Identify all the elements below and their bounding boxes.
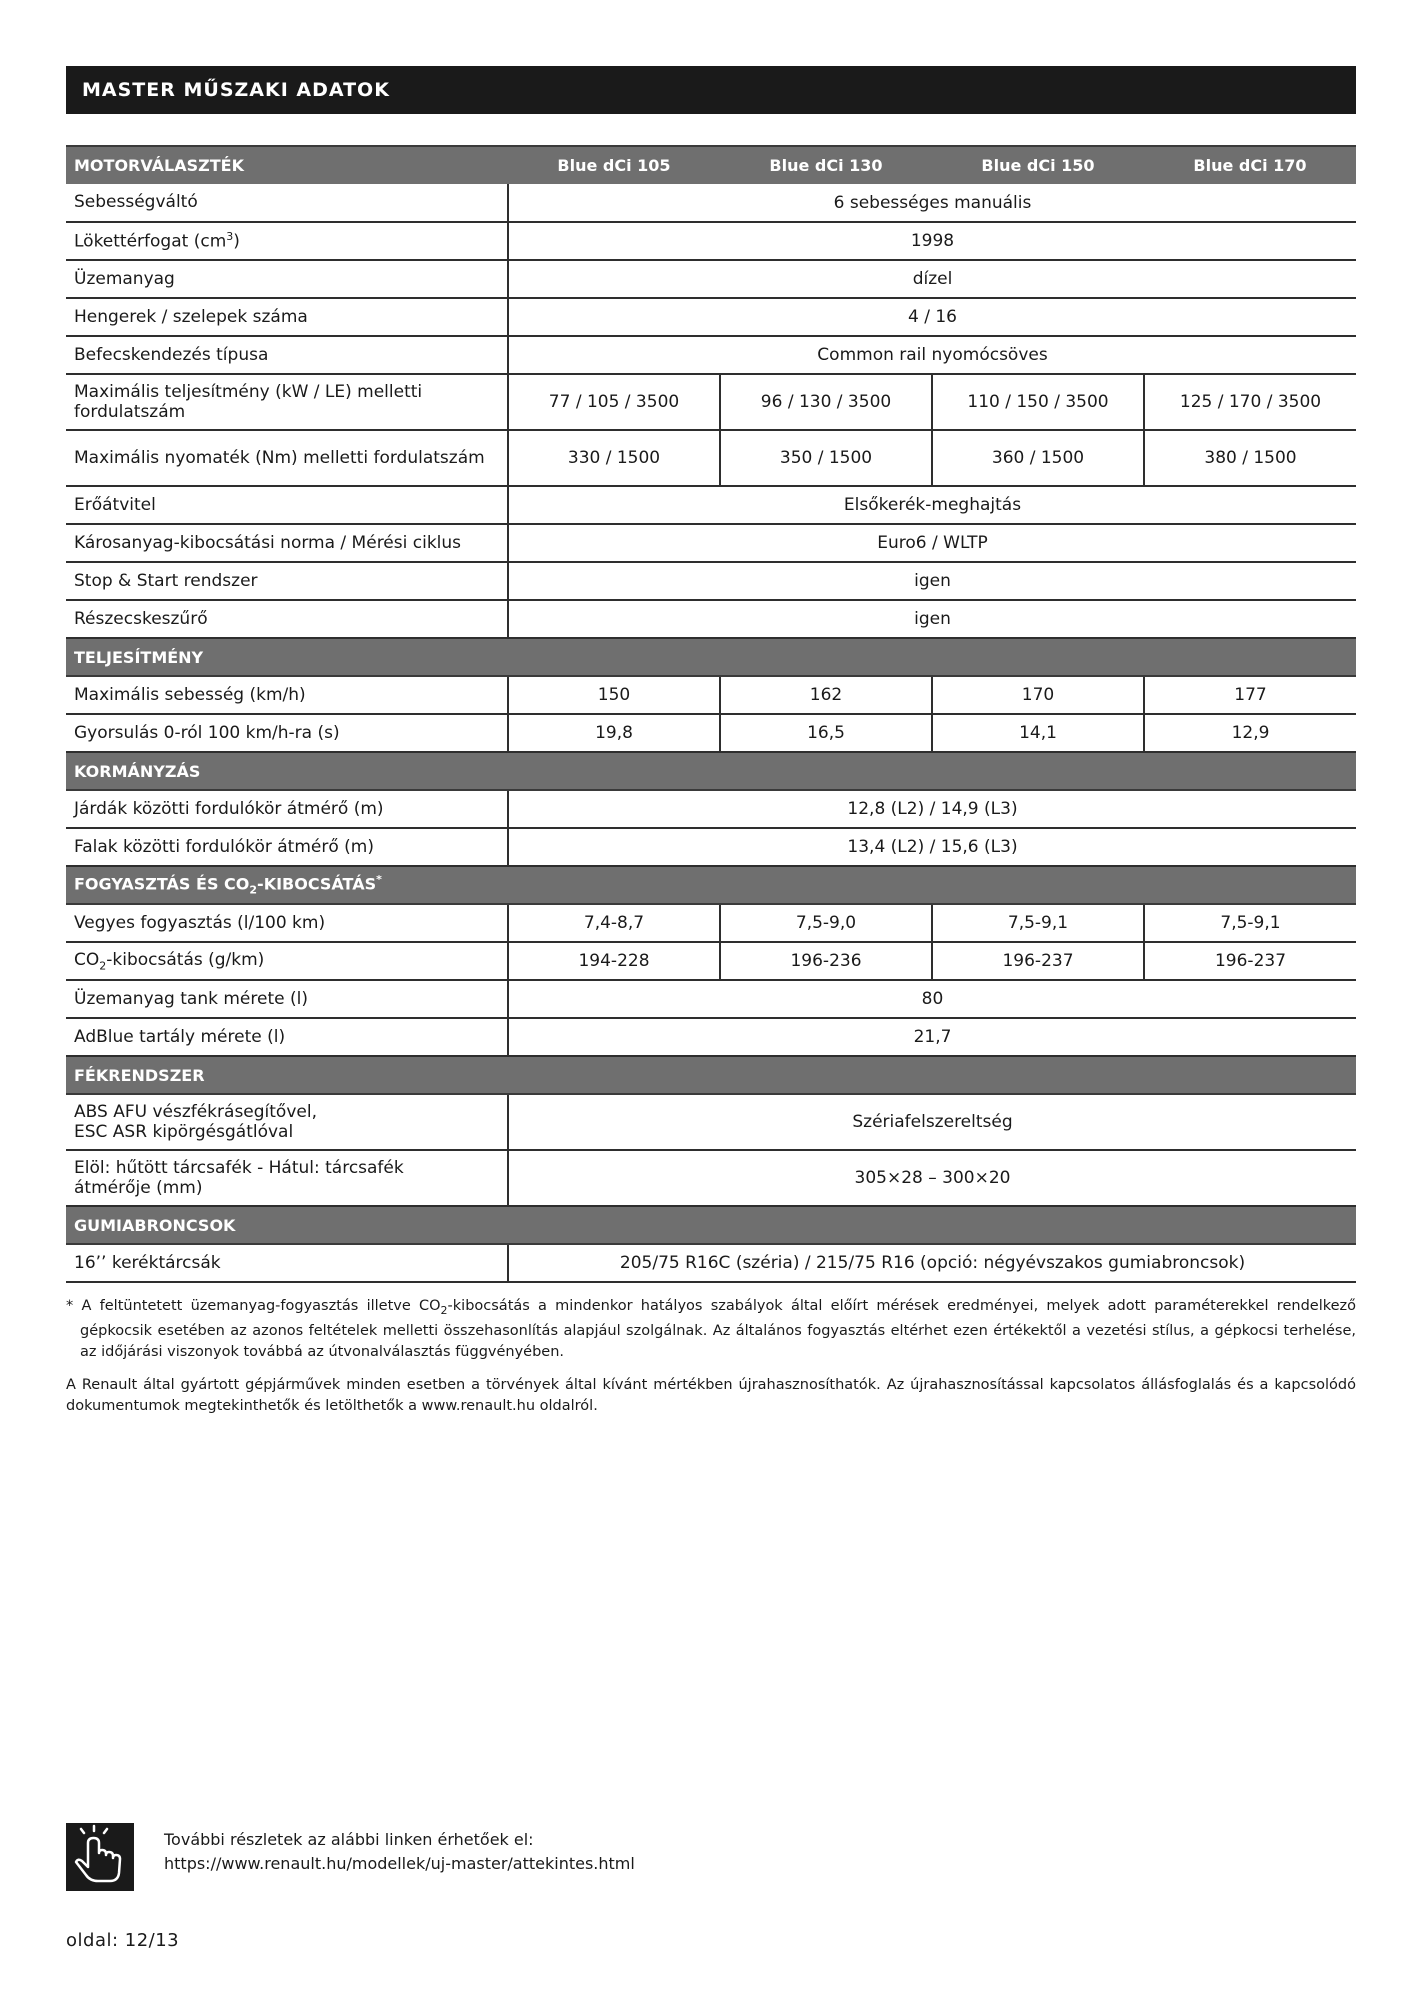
table-row — [66, 1018, 1356, 1056]
model-header: Blue dCi 130 — [720, 146, 932, 184]
row-label: Elöl: hűtött tárcsafék - Hátul: tárcsafék átmérője (mm) — [66, 1150, 508, 1206]
row-label: 16’’ keréktárcsák — [66, 1244, 508, 1282]
row-value: 360 / 1500 — [932, 430, 1144, 486]
table-row — [66, 298, 1356, 336]
row-value: Euro6 / WLTP — [508, 524, 1356, 562]
row-label: Járdák közötti fordulókör átmérő (m) — [66, 790, 508, 828]
spec-table — [66, 145, 1356, 1283]
table-row — [66, 714, 1356, 752]
table-row — [66, 790, 1356, 828]
section-title: FÉKRENDSZER — [66, 1056, 1356, 1094]
row-value: 196-237 — [1144, 942, 1356, 980]
table-row — [66, 904, 1356, 942]
row-value: 150 — [508, 676, 720, 714]
row-label: Maximális teljesítmény (kW / LE) melletti fordulatszám — [66, 374, 508, 430]
table-row — [66, 430, 1356, 486]
row-label: Lökettérfogat $(cm^3)$ — [66, 222, 508, 260]
row-value: 7,5-9,1 — [932, 904, 1144, 942]
row-value: 170 — [932, 676, 1144, 714]
row-label: Üzemanyag — [66, 260, 508, 298]
row-label: Sebességváltó — [66, 184, 508, 222]
row-value: 305×28 – 300×20 — [508, 1150, 1356, 1206]
footnote — [66, 1296, 1356, 1417]
section-header — [66, 752, 1356, 790]
row-value: 12,8 (L2) / 14,9 (L3) — [508, 790, 1356, 828]
section-header — [66, 1206, 1356, 1244]
row-label: Maximális nyomaték (Nm) melletti fordulatszám — [66, 430, 508, 486]
row-value: 162 — [720, 676, 932, 714]
table-row — [66, 1150, 1356, 1206]
row-value: 7,5-9,1 — [1144, 904, 1356, 942]
section-header — [66, 638, 1356, 676]
section-header — [66, 866, 1356, 904]
row-value: 380 / 1500 — [1144, 430, 1356, 486]
row-value: 7,4-8,7 — [508, 904, 720, 942]
table-row — [66, 486, 1356, 524]
row-value: 177 — [1144, 676, 1356, 714]
row-value: 96 / 130 / 3500 — [720, 374, 932, 430]
row-label: ABS AFU vészfékrásegítővel, ESC ASR kipörgésgátlóval — [66, 1094, 508, 1150]
section-title: KORMÁNYZÁS — [66, 752, 1356, 790]
row-value: 6 sebességes manuális — [508, 184, 1356, 222]
pointer-hand-icon — [66, 1823, 134, 1891]
table-row — [66, 676, 1356, 714]
row-value: 12,9 — [1144, 714, 1356, 752]
row-value: 330 / 1500 — [508, 430, 720, 486]
model-page-link[interactable]: https://www.renault.hu/modellek/uj-master/attekintes.html — [164, 1854, 635, 1873]
row-label: $CO_2$-kibocsátás (g/km) — [66, 942, 508, 980]
row-value: igen — [508, 600, 1356, 638]
footnote-consumption: * A feltüntetett üzemanyag-fogyasztás illetve $CO_2$-kibocsátás a mindenkor hatályos szabályok által előírt mérések eredményei, melyek adott paraméterekkel rendelkező gépkocsik esetében az azonos feltételek melletti összehasonlítás alapjául szolgálnak. Az általános fogyasztás eltérhet ezen értékektől a vezetési stílus, a gépkocsi terhelése, az időjárási viszonyok továbbá az útvonalválasztás függvényében. — [66, 1298, 1357, 1360]
section-title: GUMIABRONCSOK — [66, 1206, 1356, 1244]
row-value: Elsőkerék-meghajtás — [508, 486, 1356, 524]
row-value: 19,8 — [508, 714, 720, 752]
row-value: igen — [508, 562, 1356, 600]
row-label: Üzemanyag tank mérete (l) — [66, 980, 508, 1018]
row-label: Gyorsulás 0-ról 100 km/h-ra (s) — [66, 714, 508, 752]
page-title: MASTER MŰSZAKI ADATOK — [66, 66, 1356, 114]
row-label: Stop & Start rendszer — [66, 562, 508, 600]
row-value: 110 / 150 / 3500 — [932, 374, 1144, 430]
row-label: Részecskeszűrő — [66, 600, 508, 638]
table-row — [66, 374, 1356, 430]
table-row — [66, 336, 1356, 374]
row-value: 7,5-9,0 — [720, 904, 932, 942]
header-label: MOTORVÁLASZTÉK — [66, 146, 508, 184]
row-value: 196-236 — [720, 942, 932, 980]
row-value: 77 / 105 / 3500 — [508, 374, 720, 430]
page-number: oldal: 12/13 — [66, 1930, 180, 1951]
section-header — [66, 1056, 1356, 1094]
row-value: 13,4 (L2) / 15,6 (L3) — [508, 828, 1356, 866]
row-value: 205/75 R16C (széria) / 215/75 R16 (opció: négyévszakos gumiabroncsok) — [508, 1244, 1356, 1282]
row-value: 14,1 — [932, 714, 1144, 752]
row-value: 350 / 1500 — [720, 430, 932, 486]
table-row — [66, 184, 1356, 222]
table-row — [66, 600, 1356, 638]
row-label: Befecskendezés típusa — [66, 336, 508, 374]
table-row — [66, 222, 1356, 260]
footnote-recycling: A Renault által gyártott gépjárművek minden esetben a törvények által kívánt mértékben újrahasznosíthatók. Az újrahasznosítással kapcsolatos állásfoglalás és a kapcsolódó dokumentumok megtekinthetők és letölthetők a www.renault.hu oldalról. — [66, 1376, 1356, 1414]
row-label: AdBlue tartály mérete (l) — [66, 1018, 508, 1056]
row-value: Common rail nyomócsöves — [508, 336, 1356, 374]
model-header: Blue dCi 150 — [932, 146, 1144, 184]
link-info — [164, 1828, 635, 1876]
row-label: Erőátvitel — [66, 486, 508, 524]
table-header — [66, 146, 1356, 184]
row-value: 21,7 — [508, 1018, 1356, 1056]
table-row — [66, 562, 1356, 600]
row-value: 196-237 — [932, 942, 1144, 980]
table-row — [66, 1094, 1356, 1150]
table-row — [66, 828, 1356, 866]
model-header: Blue dCi 105 — [508, 146, 720, 184]
row-value: 125 / 170 / 3500 — [1144, 374, 1356, 430]
row-value: Szériafelszereltség — [508, 1094, 1356, 1150]
table-row — [66, 260, 1356, 298]
section-title: FOGYASZTÁS ÉS $CO_2-KIBOCSÁTÁS^*$ — [66, 866, 1356, 904]
table-row — [66, 942, 1356, 980]
table-row — [66, 524, 1356, 562]
row-label: Maximális sebesség (km/h) — [66, 676, 508, 714]
row-value: 16,5 — [720, 714, 932, 752]
row-value: dízel — [508, 260, 1356, 298]
row-value: 4 / 16 — [508, 298, 1356, 336]
table-row — [66, 1244, 1356, 1282]
row-value: 1998 — [508, 222, 1356, 260]
link-intro: További részletek az alábbi linken érhetőek el: — [164, 1830, 534, 1849]
table-row — [66, 980, 1356, 1018]
row-label: Károsanyag-kibocsátási norma / Mérési ciklus — [66, 524, 508, 562]
row-label: Hengerek / szelepek száma — [66, 298, 508, 336]
row-value: 194-228 — [508, 942, 720, 980]
section-title: TELJESÍTMÉNY — [66, 638, 1356, 676]
row-value: 80 — [508, 980, 1356, 1018]
row-label: Falak közötti fordulókör átmérő (m) — [66, 828, 508, 866]
row-label: Vegyes fogyasztás (l/100 km) — [66, 904, 508, 942]
model-header: Blue dCi 170 — [1144, 146, 1356, 184]
